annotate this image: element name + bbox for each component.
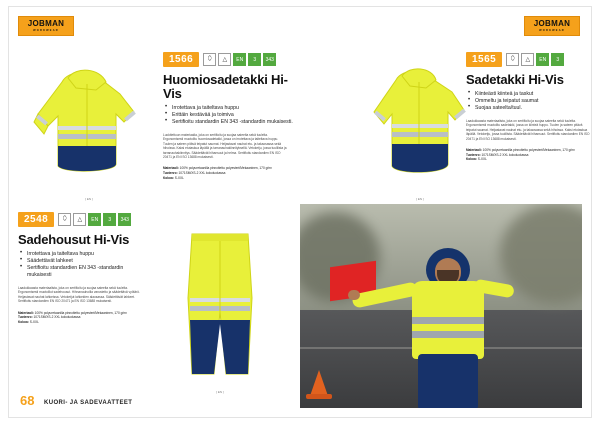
- product-specs: [163, 166, 288, 180]
- color-value: S-XXL: [174, 175, 184, 180]
- worker-figure: [388, 248, 508, 408]
- brand-logo-right: [524, 16, 580, 36]
- page-number: 68: [20, 393, 35, 408]
- class3-icon: 3: [551, 53, 564, 66]
- feature-item: • Sertifioitu standardien EN 343 -standardin mukaisesti: [27, 265, 148, 279]
- class3-icon: 3: [248, 53, 261, 66]
- pictogram-group: [58, 213, 131, 226]
- certificate-icon: EN: [233, 53, 246, 66]
- image-caption: [ EN ]: [216, 390, 224, 394]
- sizes-label: Tuotenro:: [466, 152, 481, 157]
- brand-logo-name: JOBMAN: [27, 18, 65, 28]
- class-rain-icon: 343: [263, 53, 276, 66]
- traffic-cone: [310, 370, 328, 396]
- product-specs: [466, 148, 591, 162]
- reflective-band: [412, 331, 484, 338]
- brand-logo-sub: WORKWEAR: [33, 28, 59, 32]
- material-label: Materiaali:: [163, 166, 179, 171]
- pictogram-group: [506, 53, 564, 66]
- sku-row: [163, 52, 295, 67]
- image-caption: [ EN ]: [416, 197, 424, 201]
- sku-row: [18, 212, 148, 227]
- feature-item: • Säädettävät lahkeet: [27, 258, 148, 265]
- product-sku: 1566: [163, 52, 199, 67]
- product-block-1566: [163, 52, 295, 180]
- product-specs: [18, 311, 143, 325]
- color-label: Kokoa:: [163, 175, 174, 180]
- material-label: Materiaali:: [466, 148, 482, 153]
- product-description: Luokitettuun materiaalia, joka on sertifioitu ja suojaa sateelta sekä tuulelta. Ergonomisesti muotoiltu huomiosadetakki, jossa on irrotettava ja taiteltava huppu. Tuulen ja sateen pitävä teipatut saumat. Heijastavat nauhat etu- ja takaosassa sekä hihoissa. Kaksi etutaskua läpällä ja tarranauhakiinnityksellä. Vetoketju, jossa tuulilista ja tarranauhakiinnitys. Säädettävät hihansuut ja helma. Sertifioitu standardien EN ISO 20471 ja EN ISO 13688 mukaisesti.: [163, 133, 287, 160]
- product-block-2548: [18, 212, 148, 324]
- material-value: 100% polyuretaanilla pinnoitettu polyesteri/Mekaaninen, 170 g/m²: [179, 166, 272, 171]
- brand-logo-left: [18, 16, 74, 36]
- product-title: Sadetakki Hi-Vis: [466, 72, 564, 87]
- certificate-icon: EN: [88, 213, 101, 226]
- section-title: KUORI- JA SADEVAATTEET: [44, 400, 133, 406]
- product-description: Laadukkaasta materiaalista, joka on sertifioitu ja suojaa sateelta sekä tuulelta. Ergonomisesti muotoillut sadehousut. Hihnanauhoilla varustettu ja säädettävä vyötärö. Heijastavat nauhat lahkeissa. Vetoketjut lahkeiden alaosassa. Säädettävät lahkeet. Sertifioitu standardien EN ISO 20471 ja EN ISO 13688 mukaisesti.: [18, 286, 140, 304]
- class3-icon: 3: [103, 213, 116, 226]
- feature-item: • Sertifioitu standardin EN 343 -standardin mukaisesti.: [172, 119, 295, 126]
- feature-item: • Irrotettava ja taiteltava huppu: [172, 105, 295, 112]
- product-image-1565: [360, 60, 480, 201]
- hi-vis-jacket: [412, 281, 484, 359]
- bleach-icon: △: [521, 53, 534, 66]
- product-image-1566: [24, 60, 154, 201]
- feature-list: [466, 91, 586, 112]
- color-label: Kokoa:: [466, 157, 477, 162]
- sizes-label: Tuotenro:: [18, 315, 33, 320]
- material-value: 100% polyuretaanilla pinnoitettu polyesteri/Mekaaninen, 170 g/m²: [482, 148, 575, 153]
- jacket-illustration: [24, 60, 154, 190]
- feature-list: [18, 251, 148, 279]
- product-title: Sadehousut Hi-Vis: [18, 232, 130, 247]
- brand-logo-sub: WORKWEAR: [539, 28, 565, 32]
- left-hand: [348, 290, 360, 300]
- reflective-band: [412, 317, 484, 324]
- jacket-illustration: [360, 60, 480, 190]
- washing-icon: ⬯: [203, 53, 216, 66]
- sizes-value: 1071SM/XS-2 XXL kokoluokassa: [33, 315, 81, 320]
- sizes-value: 1071SM/XS-2 XXL kokoluokassa: [481, 152, 529, 157]
- product-image-2548: [160, 228, 280, 394]
- bleach-icon: △: [73, 213, 86, 226]
- feature-item: • Irrotettava ja taiteltava huppu: [27, 251, 148, 258]
- feature-item: • Suojaa sateelta/tuul.: [475, 105, 586, 112]
- washing-icon: ⬯: [506, 53, 519, 66]
- feature-item: • Erittäin kestävää ja toimiva: [172, 112, 295, 119]
- bleach-icon: △: [218, 53, 231, 66]
- sizes-label: Tuotenro:: [163, 171, 178, 176]
- brand-logo-name: JOBMAN: [533, 18, 571, 28]
- certificate-icon: EN: [536, 53, 549, 66]
- washing-icon: ⬯: [58, 213, 71, 226]
- feature-item: • Kiinteästi kiinteä ja taskut: [475, 91, 586, 98]
- lifestyle-photo: [300, 204, 582, 408]
- color-label: Kokoa:: [18, 319, 29, 324]
- class-rain-icon: 343: [118, 213, 131, 226]
- navy-trousers: [418, 354, 478, 408]
- color-value: S-XXL: [477, 157, 487, 162]
- sizes-value: 1071SM/XS-2 XXL kokoluokassa: [178, 171, 226, 176]
- color-value: S-XXL: [29, 319, 39, 324]
- product-block-1565: [466, 52, 590, 162]
- material-value: 100% polyuretaanilla pinnoitettu polyesteri/Mekaaninen, 170 g/m²: [34, 310, 127, 315]
- image-caption: [ EN ]: [85, 197, 93, 201]
- product-sku: 2548: [18, 212, 54, 227]
- product-description: Laadukkaasta materiaalista, joka on sertifioitu ja suojaa sateelta sekä tuulelta. Ergonomisesti muotoiltu sadetakki, jossa on kiinteä huppu. Tuulen ja sateen pitävä teipatut saumat. Heijastavat nauhat etu- ja takaosassa sekä hihoissa. Kaksi etutaskua läpällä. Vetoketju, jossa tuulilista. Säädettävät hihansuut. Sertifioitu standardien EN ISO 20471 ja EN ISO 13688 mukaisesti.: [466, 119, 590, 141]
- material-label: Materiaali:: [18, 310, 34, 315]
- feature-item: • Ommeltu ja teipatut saumat: [475, 98, 586, 105]
- trousers-illustration: [160, 228, 280, 383]
- pictogram-group: [203, 53, 276, 66]
- product-sku: 1565: [466, 52, 502, 67]
- product-title: Huomiosadetakki Hi-Vis: [163, 72, 288, 101]
- sku-row: [466, 52, 586, 67]
- feature-list: [163, 105, 295, 126]
